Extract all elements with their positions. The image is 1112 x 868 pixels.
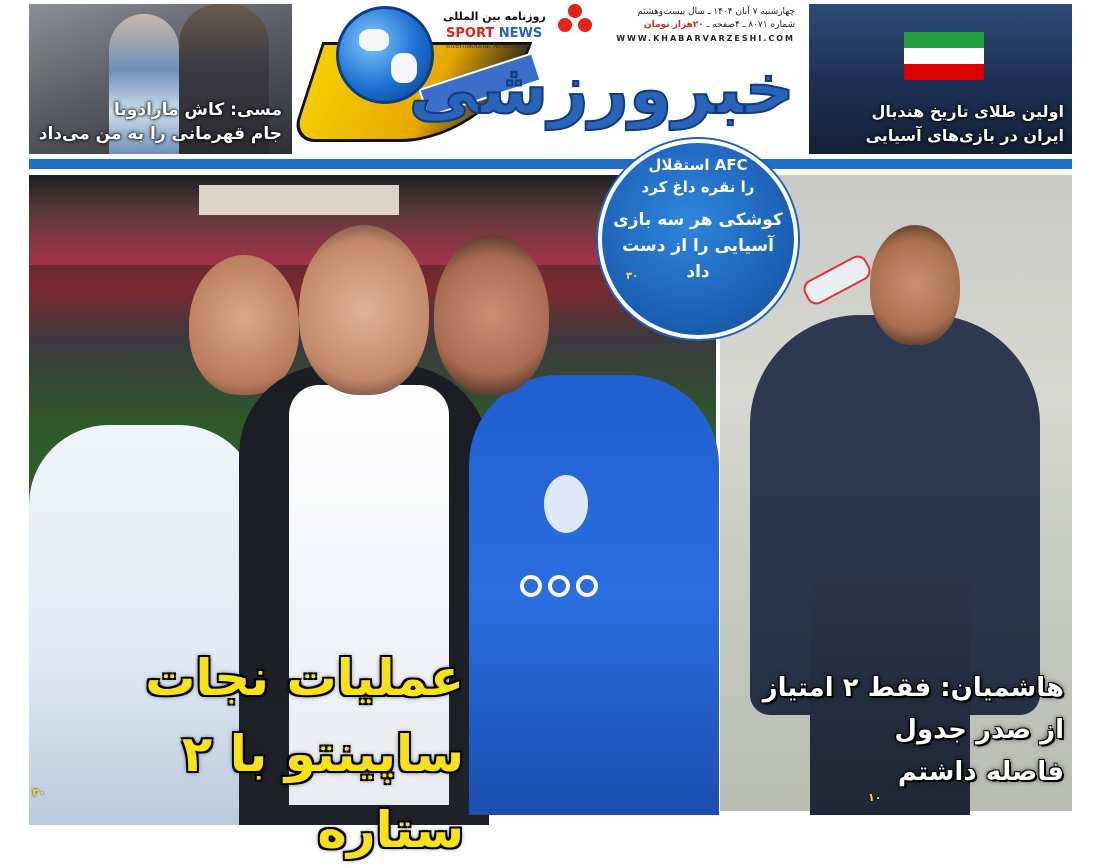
stadium-lights (199, 185, 399, 215)
top-right-story-photo[interactable] (809, 4, 1072, 154)
page-reference: ۱۰ (868, 791, 882, 804)
site-url[interactable]: WWW.KHABARVARZESHI.COM (616, 34, 795, 43)
price: ۲۰هزار تومان (643, 20, 704, 30)
afc-kicker: AFC استقلال (648, 156, 748, 174)
top-left-story-headline[interactable] (39, 98, 282, 146)
afc-headline: کوشکی هر سه بازی آسیایی را از دست داد (613, 210, 783, 282)
masthead (300, 0, 805, 156)
headline-line: مسی: کاش مارادونا (114, 100, 282, 120)
coach-center-head (299, 225, 429, 395)
main-headline[interactable] (34, 640, 464, 868)
coach-head (870, 225, 960, 345)
top-right-story-headline[interactable] (866, 100, 1064, 148)
page-reference: ۳۰ (626, 271, 639, 282)
iran-flag-icon (904, 32, 984, 80)
headline-line: اولین طلای تاریخ هندبال (871, 102, 1064, 121)
headline-line: ساپینتو با ۲ ستاره (181, 725, 464, 859)
logo-mark-icon (558, 4, 592, 34)
newspaper-logo[interactable]: خبرورزشی (408, 48, 795, 130)
issue-number: شماره ۸۰۷۱ ـ ۴صفحه ـ ۲۰هزار تومان (643, 20, 795, 30)
international-newspaper-label: International Newspaper (446, 42, 533, 50)
right-story-headline[interactable] (744, 667, 1064, 793)
news-word: NEWS (498, 26, 543, 41)
masthead-divider (29, 159, 1072, 169)
club-badge-icon (544, 475, 588, 533)
issue-info (637, 6, 795, 32)
sport-word: SPORT (446, 26, 495, 41)
headline-line: ایران در بازی‌های آسیایی (865, 126, 1064, 145)
water-bottle-icon (800, 252, 874, 308)
headline-line: هاشمیان: فقط ۲ امتیاز (762, 673, 1064, 703)
page-reference: ۳۰ (32, 786, 46, 799)
sponsor-logo-icon (499, 575, 619, 635)
headline-line: جام قهرمانی را به من می‌داد (38, 124, 282, 144)
headline-line: عملیات نجات (145, 649, 464, 707)
headline-line: از صدر جدول (894, 715, 1064, 745)
player-right-head (434, 235, 549, 395)
afc-story-badge[interactable] (598, 139, 798, 339)
sport-news-label (446, 26, 542, 41)
afc-kicker: را نقره داغ کرد (641, 178, 755, 196)
top-left-story-photo[interactable] (29, 4, 292, 154)
headline-line: فاصله داشتم (897, 757, 1064, 787)
publication-line: روزنامه بین المللی (443, 10, 546, 23)
player-left-head (189, 255, 299, 395)
globe-land (359, 29, 389, 51)
issue-date: چهارشنبه ۷ آبان ۱۴۰۴ ـ سال بیست‌وهشتم (637, 7, 795, 17)
